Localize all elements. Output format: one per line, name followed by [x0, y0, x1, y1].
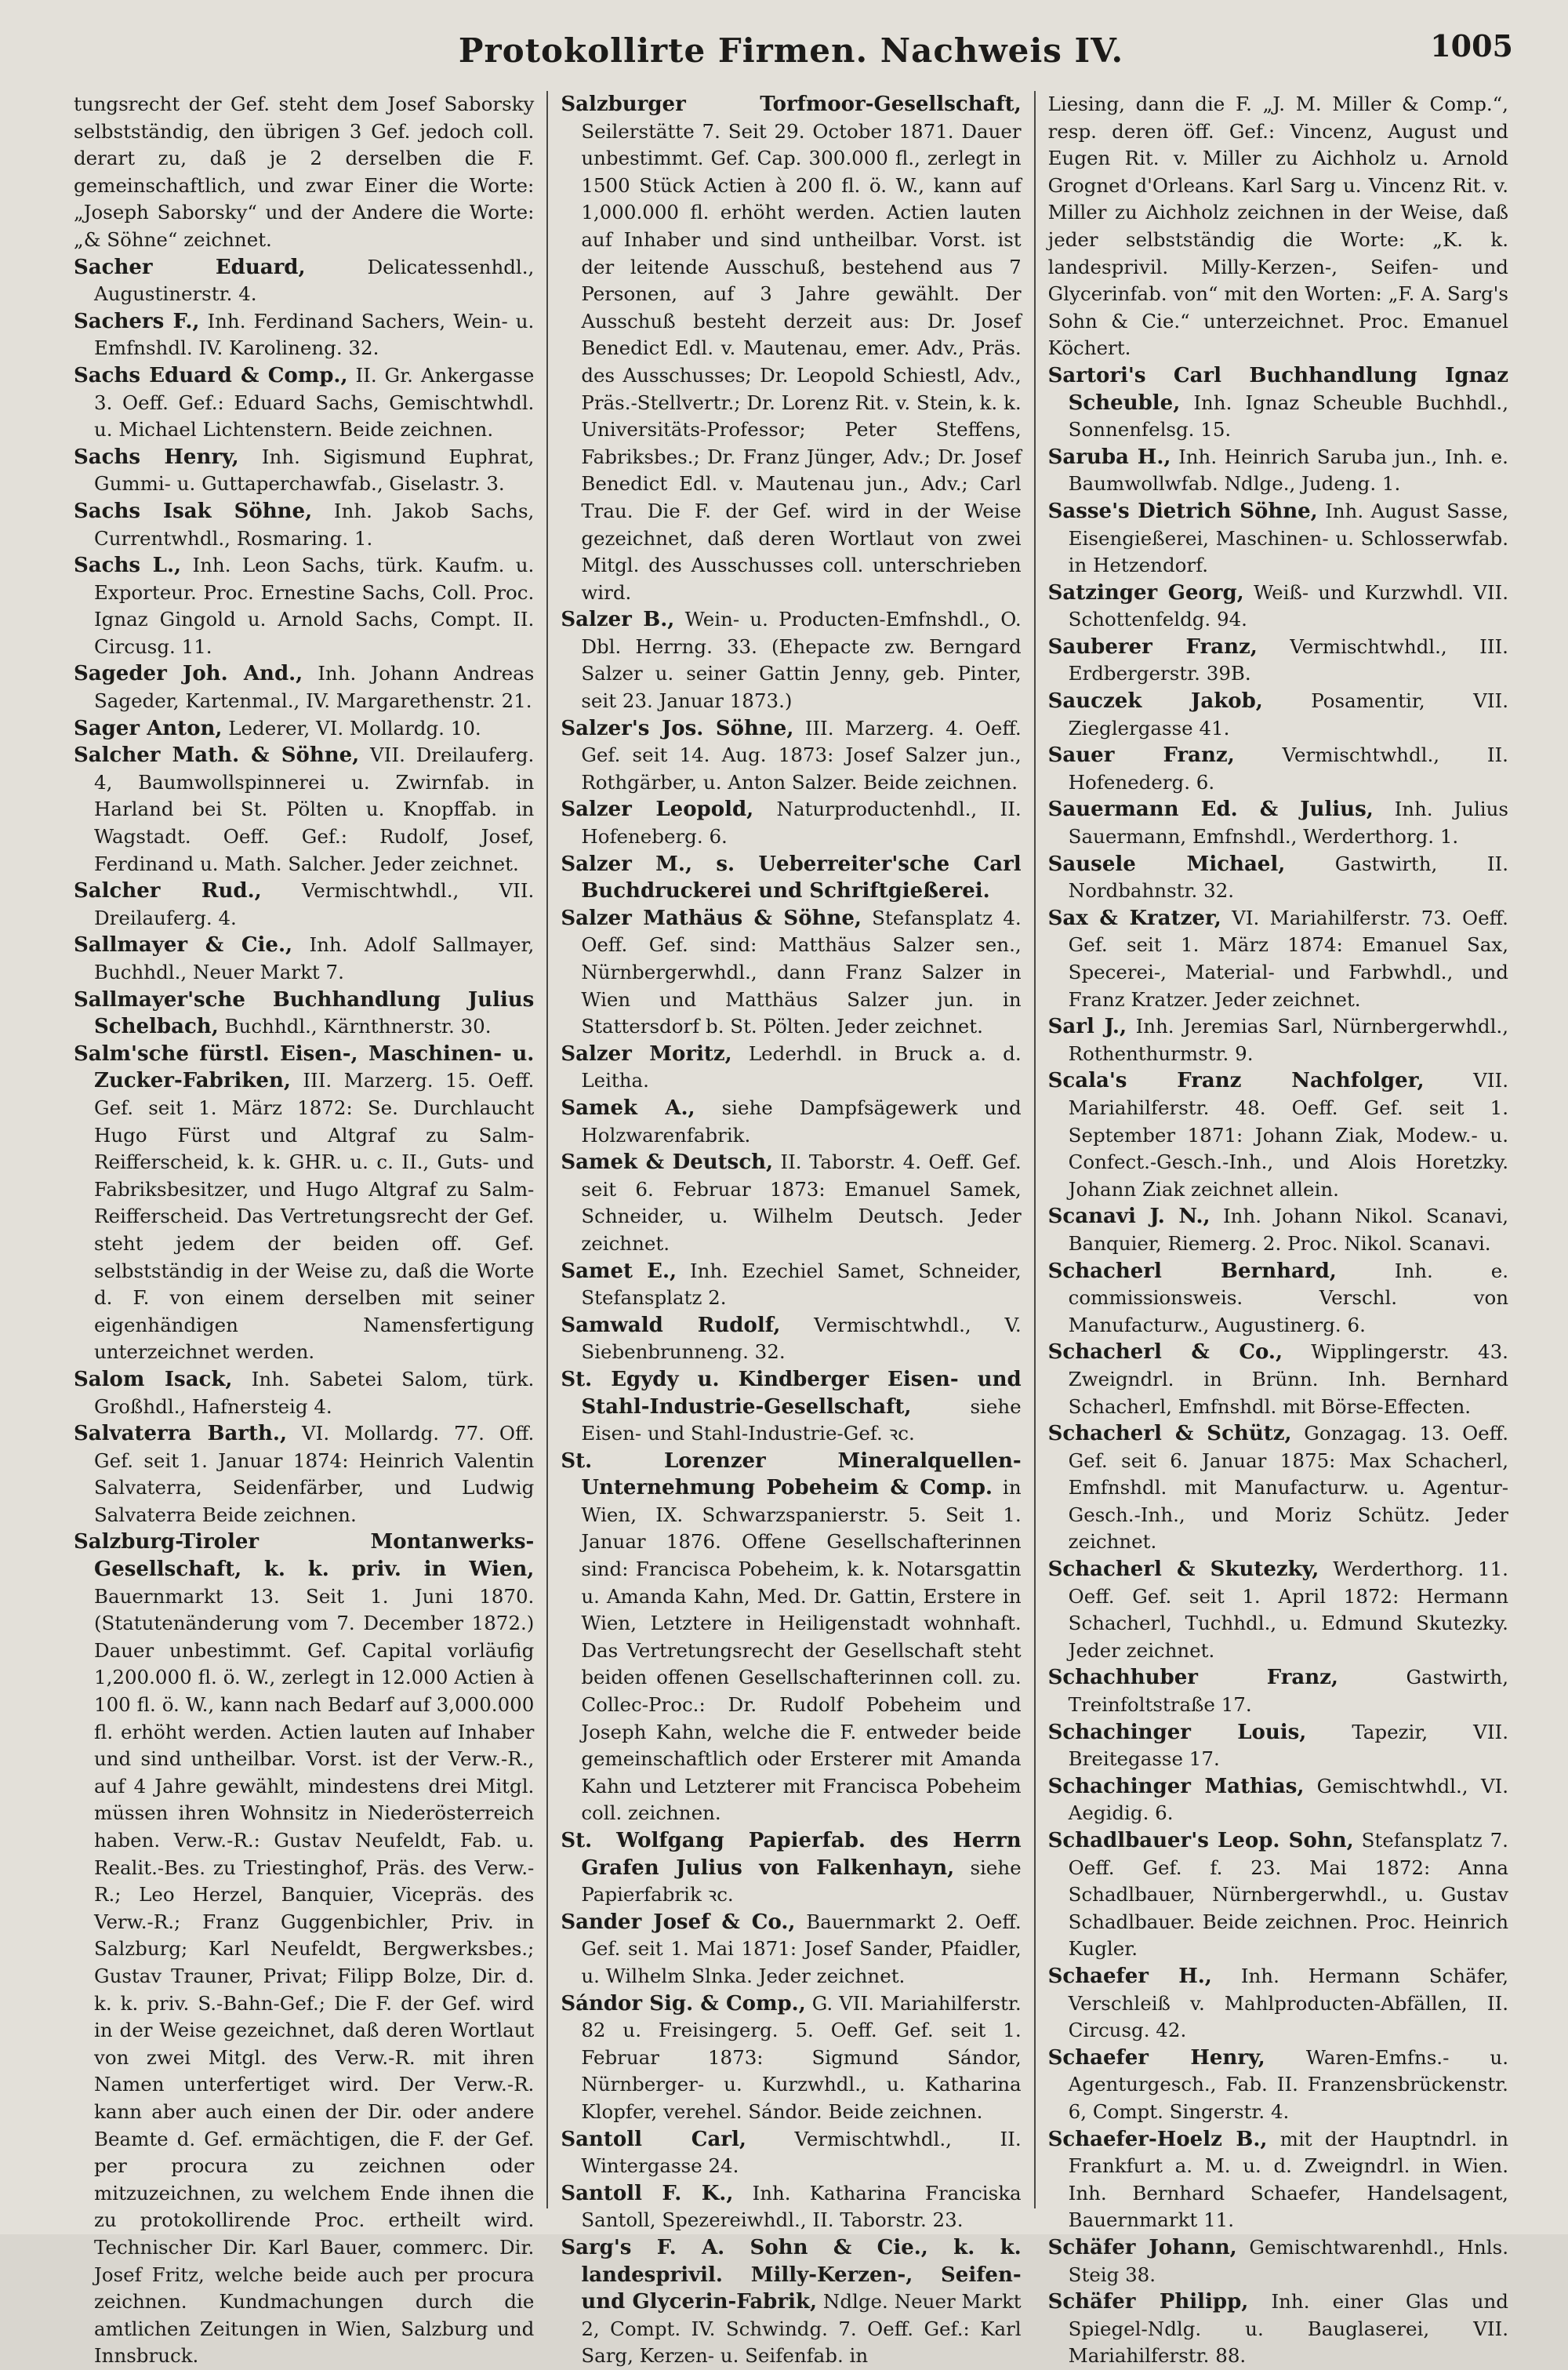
- firm-name: Samet E.,: [561, 1259, 677, 1283]
- directory-entry: [561, 1041, 1021, 1095]
- firm-name: Salzer's Jos. Söhne,: [561, 716, 794, 740]
- entry-text: Inh. Katharina Franciska Santoll, Spezereiwhdl., II. Taborstr. 23.: [581, 2181, 1022, 2232]
- firm-name: Sachs Henry,: [74, 445, 239, 469]
- firm-name: Saruba H.,: [1047, 445, 1171, 469]
- firm-name: Salom Isack,: [74, 1367, 233, 1391]
- directory-entry: [1048, 2126, 1508, 2234]
- firm-name: Salzer Mathäus & Söhne,: [561, 906, 862, 930]
- entry-text: VII. Dreilauferg. 4, Baumwollspinnerei u. Zwirnfab. in Harland bei St. Pölten u. Knopffab. in Wagstadt. Oeff. Gef.: Rudolf, Josef, Ferdinand u. Math. Salcher. Jeder zeichnet.: [94, 743, 535, 875]
- directory-entry: [74, 1366, 534, 1420]
- directory-entry: [561, 1312, 1021, 1366]
- directory-entry: [74, 715, 534, 743]
- firm-name: Schachhuber Franz,: [1047, 1666, 1338, 1690]
- directory-entry: [1048, 580, 1508, 634]
- directory-entry: [561, 1448, 1021, 1827]
- entry-text: Gemischtwhdl., VI. Aegidig. 6.: [1068, 1774, 1508, 1825]
- directory-entry: [1048, 1203, 1508, 1257]
- entry-text: Bauernmarkt 2. Oeff. Gef. seit 1. Mai 1871: Josef Sander, Pfaidler, u. Wilhelm Slnka. Jeder zeichnet.: [581, 1910, 1022, 1987]
- firm-name: Sachs L.,: [74, 554, 182, 578]
- entry-text: Delicatessenhdl., Augustinerstr. 4.: [94, 255, 535, 306]
- directory-entry: [561, 1827, 1021, 1909]
- entry-text: III. Marzerg. 15. Oeff. Gef. seit 1. März 1872: Se. Durchlaucht Hugo Fürst und Altgraf zu Salm-Reifferscheid, k. k. GHR. u. c. II., Guts- und Fabriksbesitzer, und Hugo Altgraf zu Salm-Reifferscheid. Das Vertretungsrecht der Gef. steht jedem der beiden off. Gef. selbstständig in der Weise zu, daß die Worte d. F. von einem derselben mit seiner eigenhändigen Namensfertigung unterzeichnet werden.: [94, 1069, 535, 1364]
- directory-entry: [74, 987, 534, 1041]
- directory-entry: [1048, 1827, 1508, 1963]
- firm-name: Satzinger Georg,: [1047, 580, 1244, 605]
- entry-text: Ndlge. Neuer Markt 2, Compt. IV. Schwindg. 7. Oeff. Gef.: Karl Sarg, Kerzen- u. Seifenfab. in: [581, 2290, 1022, 2368]
- directory-entry: [1048, 2288, 1508, 2370]
- firm-name: Schachinger Mathias,: [1047, 1774, 1305, 1798]
- entry-text: Vermischtwhdl., III. Erdbergerstr. 39B.: [1068, 634, 1508, 685]
- firm-name: Samek A.,: [561, 1096, 695, 1120]
- directory-entry: [74, 552, 534, 660]
- directory-entry: [74, 1420, 534, 1529]
- firm-name: Salzburger Torfmoor-Gesellschaft,: [561, 93, 1022, 116]
- firm-name: Scala's Franz Nachfolger,: [1047, 1069, 1425, 1093]
- firm-name: Santoll F. K.,: [561, 2181, 734, 2205]
- entry-text: mit der Hauptndrl. in Frankfurt a. M. u. d. Zweigndrl. in Wien. Inh. Bernhard Schaefer, Handelsagent, Bauernmarkt 11.: [1068, 2127, 1508, 2232]
- column-3: [1034, 91, 1521, 2368]
- entry-text: Posamentir, VII. Zieglergasse 41.: [1068, 689, 1508, 740]
- firm-name: Sauer Franz,: [1047, 743, 1235, 768]
- firm-name: Salzer M., s. Ueberreiter'sche Carl Buchdruckerei und Schriftgießerei.: [561, 852, 1022, 903]
- firm-name: Schacherl & Co.,: [1047, 1340, 1283, 1365]
- directory-entry: [561, 1990, 1021, 2126]
- firm-name: Salcher Math. & Söhne,: [74, 743, 360, 768]
- firm-name: Schäfer Philipp,: [1047, 2290, 1249, 2314]
- firm-name: Sauczek Jakob,: [1047, 689, 1263, 714]
- directory-entry: [74, 362, 534, 444]
- directory-entry: [561, 1909, 1021, 1990]
- firm-name: Salzer Moritz,: [561, 1041, 732, 1066]
- directory-entry: [561, 1258, 1021, 1312]
- firm-name: Schachinger Louis,: [1047, 1720, 1307, 1744]
- entry-text: siehe Eisen- und Stahl-Industrie-Gef. ꝛc.: [581, 1394, 1022, 1445]
- page-header: [61, 22, 1521, 91]
- directory-entry: [74, 254, 534, 308]
- entry-text: Vermischtwhdl., II. Wintergasse 24.: [581, 2127, 1022, 2178]
- entry-text: Vermischtwhdl., V. Siebenbrunneng. 32.: [581, 1313, 1022, 1364]
- firm-name: Sauermann Ed. & Julius,: [1047, 798, 1374, 822]
- firm-name: St. Egydy u. Kindberger Eisen- und Stahl-Industrie-Gesellschaft,: [561, 1367, 1022, 1419]
- directory-entry: [561, 606, 1021, 714]
- columns: [61, 91, 1521, 2368]
- firm-name: Sax & Kratzer,: [1047, 906, 1221, 930]
- entry-text: Wipplingerstr. 43. Zweigndrl. in Brünn. Inh. Bernhard Schacherl, Emfnshdl. mit Börse-Effecten.: [1068, 1340, 1508, 1418]
- directory-entry: [561, 851, 1021, 905]
- directory-entry: [561, 1366, 1021, 1448]
- directory-entry: [74, 742, 534, 878]
- entry-text: Lederhdl. in Bruck a. d. Leitha.: [581, 1041, 1022, 1092]
- entry-text: Inh. Leon Sachs, türk. Kaufm. u. Exporteur. Proc. Ernestine Sachs, Coll. Proc. Ignaz Gingold u. Arnold Sachs, Compt. II. Circusg. 11.: [94, 554, 535, 658]
- directory-entry: [1048, 1719, 1508, 1773]
- entry-text: G. VII. Mariahilferstr. 82 u. Freisingerg. 5. Oeff. Gef. seit 1. Februar 1873: Sigmund Sándor, Nürnberger- u. Kurzwhdl., u. Katharina Klopfer, verehel. Sándor. Beide zeichnen.: [581, 1991, 1022, 2123]
- firm-name: Sachs Eduard & Comp.,: [74, 363, 348, 387]
- entry-text: Inh. Jeremias Sarl, Nürnbergerwhdl., Rothenthurmstr. 9.: [1068, 1015, 1508, 1065]
- firm-name: Schadlbauer's Leop. Sohn,: [1047, 1829, 1354, 1852]
- page-number: 1005: [1430, 28, 1513, 64]
- directory-entry: [1048, 905, 1508, 1013]
- entry-text: Inh. Adolf Sallmayer, Buchhdl., Neuer Markt 7.: [94, 933, 535, 983]
- directory-entry: [1048, 2234, 1508, 2288]
- directory-entry: [74, 1041, 534, 1366]
- directory-entry: [1048, 851, 1508, 905]
- entry-text: VI. Mollardg. 77. Off. Gef. seit 1. Januar 1874: Heinrich Valentin Salvaterra, Seidenfärber, und Ludwig Salvaterra Beide zeichnen.: [94, 1422, 535, 1526]
- entry-text: Gastwirth, II. Nordbahnstr. 32.: [1068, 852, 1508, 903]
- directory-entry: [1048, 796, 1508, 850]
- directory-entry: [1048, 91, 1508, 362]
- entry-text: Naturproductenhdl., II. Hofeneberg. 6.: [581, 798, 1022, 849]
- firm-name: Sallmayer & Cie.,: [74, 933, 293, 958]
- entry-text: Inh. Ignaz Scheuble Buchhdl., Sonnenfelsg. 15.: [1068, 391, 1508, 442]
- page-title: Protokollirte Firmen. Nachweis IV.: [458, 31, 1124, 70]
- directory-entry: [1048, 498, 1508, 580]
- firm-name: Salzburg-Tiroler Montanwerks-Gesellschaft, k. k. priv. in Wien,: [74, 1530, 535, 1582]
- entry-text: Wein- u. Producten-Emfnshdl., O. Dbl. Herrng. 33. (Ehepacte zw. Berngard Salzer u. seiner Gattin Jenny, geb. Pinter, seit 23. Januar 1873.): [581, 608, 1022, 713]
- column-1: [61, 91, 546, 2368]
- entry-text: Inh. Johann Nikol. Scanavi, Banquier, Riemerg. 2. Proc. Nikol. Scanavi.: [1068, 1205, 1508, 1255]
- entry-text: Seilerstätte 7. Seit 29. October 1871. Dauer unbestimmt. Gef. Cap. 300.000 fl., zerlegt in 1500 Stück Actien à 200 fl. ö. W., kann auf 1,000.000 fl. erhöht werden. Actien lauten auf Inhaber und sind untheilbar. Vorst. ist der leitende Ausschuß, bestehend aus 7 Personen, auf 3 Jahre gewählt. Der Ausschuß besteht derzeit aus: Dr. Josef Benedict Edl. v. Mautenau, emer. Adv., Präs. des Ausschusses; Dr. Leopold Schiestl, Adv., Präs.-Stellvertr.; Dr. Lorenz Rit. v. Stein, k. k. Universitäts-Professor; Peter Steffens, Fabriksbes.; Dr. Franz Jünger, Adv.; Dr. Josef Benedict Edl. v. Mautenau jun., Adv.; Carl Trau. Die F. der Gef. wird in der Weise gezeichnet, daß deren Wortlaut von zwei Mitgl. des Ausschusses coll. unterschrieben wird.: [581, 119, 1022, 604]
- entry-text: Inh. Ezechiel Samet, Schneider, Stefansplatz 2.: [581, 1259, 1022, 1310]
- entry-text: VII. Mariahilferstr. 48. Oeff. Gef. seit 1. September 1871: Johann Ziak, Modew.- u. Confect.-Gesch.-Inh., und Alois Horetzky. Johann Ziak zeichnet allein.: [1068, 1069, 1508, 1201]
- entry-text: Lederer, VI. Mollardg. 10.: [228, 716, 481, 740]
- firm-name: Sander Josef & Co.,: [561, 1910, 796, 1934]
- entry-text: Tapezir, VII. Breitegasse 17.: [1068, 1720, 1508, 1771]
- entry-text: Vermischtwhdl., VII. Dreilauferg. 4.: [94, 879, 535, 929]
- directory-entry: [1048, 634, 1508, 688]
- firm-name: Schacherl & Schütz,: [1047, 1422, 1292, 1446]
- entry-text: Werderthorg. 11. Oeff. Gef. seit 1. April 1872: Hermann Schacherl, Tuchhdl., u. Edmund Skutezky. Jeder zeichnet.: [1068, 1558, 1508, 1662]
- firm-name: Schaefer-Hoelz B.,: [1047, 2127, 1268, 2151]
- entry-text: Inh. August Sasse, Eisengießerei, Maschinen- u. Schlosserwfab. in Hetzendorf.: [1068, 499, 1508, 577]
- entry-text: Gemischtwarenhdl., Hnls. Steig 38.: [1068, 2235, 1508, 2286]
- firm-name: Sachers F.,: [74, 309, 200, 333]
- firm-name: Sacher Eduard,: [74, 255, 306, 279]
- firm-name: Schacherl & Skutezky,: [1047, 1558, 1319, 1582]
- directory-entry: [561, 905, 1021, 1041]
- directory-entry: [1048, 1556, 1508, 1664]
- firm-name: Sartori's Carl Buchhandlung Ignaz Scheuble,: [1047, 363, 1508, 415]
- firm-name: Santoll Carl,: [561, 2127, 746, 2151]
- entry-text: Gastwirth, Treinfoltstraße 17.: [1068, 1666, 1508, 1717]
- directory-entry: [561, 2234, 1021, 2370]
- entry-text: Vermischtwhdl., II. Hofenederg. 6.: [1068, 743, 1508, 794]
- directory-entry: [1048, 444, 1508, 498]
- entry-text: Inh. Jakob Sachs, Currentwhdl., Rosmaring. 1.: [94, 499, 535, 550]
- firm-name: Sageder Joh. And.,: [74, 662, 303, 686]
- entry-text: Stefansplatz 7. Oeff. Gef. f. 23. Mai 1872: Anna Schadlbauer, Nürnbergerwhdl., u. Gustav Schadlbauer. Beide zeichnen. Proc. Heinrich Kugler.: [1068, 1829, 1508, 1961]
- entry-text: Inh. Hermann Schäfer, Verschleiß v. Mahlproducten-Abfällen, II. Circusg. 42.: [1068, 1964, 1508, 2042]
- directory-entry: [1048, 1013, 1508, 1067]
- directory-entry: [74, 444, 534, 498]
- directory-entry: [561, 796, 1021, 850]
- entry-text: Liesing, dann die F. „J. M. Miller & Comp.“, resp. deren öff. Gef.: Vincenz, August und Eugen Rit. v. Miller zu Aichholz u. Arnold Grognet d'Orleans. Karl Sarg u. Vincenz Rit. v. Miller zu Aichholz zeichnen in der Weise, daß jeder selbstständig die Worte: „K. k. landesprivil. Milly-Kerzen-, Seifen- und Glycerinfab. von“ mit den Worten: „F. A. Sarg's Sohn & Cie.“ unterzeichnet. Proc. Emanuel Köchert.: [1047, 93, 1508, 360]
- entry-text: II. Gr. Ankergasse 3. Oeff. Gef.: Eduard Sachs, Gemischtwhdl. u. Michael Lichtenstern. Beide zeichnen.: [94, 363, 535, 442]
- entry-text: Inh. e. commissionsweis. Verschl. von Manufacturw., Augustinerg. 6.: [1068, 1259, 1508, 1336]
- entry-text: in Wien, IX. Schwarzspanierstr. 5. Seit 1. Januar 1876. Offene Gesellschafterinnen sind: Francisca Pobeheim, k. k. Notarsgattin u. Amanda Kahn, Med. Dr. Gattin, Erstere in Wien, Letztere in Heiligenstadt wohnhaft. Das Vertretungsrecht der Gesellschaft steht beiden offenen Gesellschafterinnen coll. zu. Collec-Proc.: Dr. Rudolf Pobeheim und Joseph Kahn, welche die F. entweder beide gemeinschaftlich oder Ersterer mit Amanda Kahn und Letzterer mit Francisca Pobeheim coll. zeichnen.: [581, 1476, 1022, 1825]
- firm-name: Sallmayer'sche Buchhandlung Julius Schelbach,: [74, 987, 535, 1039]
- entry-text: Inh. Ferdinand Sachers, Wein- u. Emfnshdl. IV. Karolineng. 32.: [94, 309, 535, 360]
- entry-text: Gonzagag. 13. Oeff. Gef. seit 6. Januar 1875: Max Schacherl, Emfnshdl. mit Manufacturw. u. Agentur-Gesch.-Inh., und Moriz Schütz. Jeder zeichnet.: [1068, 1422, 1508, 1554]
- directory-entry: [1048, 1339, 1508, 1420]
- firm-name: Sarl J.,: [1047, 1015, 1127, 1039]
- firm-name: Sauberer Franz,: [1047, 634, 1258, 659]
- directory-entry: [561, 2180, 1021, 2234]
- directory-entry: [74, 1529, 534, 2369]
- entry-text: Inh. Heinrich Saruba jun., Inh. e. Baumwollwfab. Ndlge., Judeng. 1.: [1068, 445, 1508, 496]
- directory-entry: [74, 660, 534, 714]
- entry-text: Inh. Julius Sauermann, Emfnshdl., Werderthorg. 1.: [1068, 798, 1508, 849]
- firm-name: Scanavi J. N.,: [1047, 1205, 1210, 1229]
- directory-entry: [74, 498, 534, 552]
- firm-name: Samek & Deutsch,: [561, 1150, 774, 1175]
- directory-entry: [74, 308, 534, 362]
- entry-text: Weiß- und Kurzwhdl. VII. Schottenfeldg. 94.: [1068, 580, 1508, 631]
- firm-name: Sándor Sig. & Comp.,: [561, 1991, 806, 2016]
- directory-entry: [1048, 1420, 1508, 1556]
- directory-entry: [561, 91, 1021, 606]
- entry-text: tungsrecht der Gef. steht dem Josef Saborsky selbstständig, den übrigen 3 Gef. jedoch coll. derart zu, daß je 2 derselben die F. gemeinschaftlich, und zwar Einer die Worte: „Joseph Saborsky“ und der Andere die Worte: „& Söhne“ zeichnet.: [74, 93, 535, 251]
- directory-entry: [1048, 1664, 1508, 1718]
- entry-text: Buchhdl., Kärnthnerstr. 30.: [224, 1015, 492, 1038]
- directory-entry: [1048, 688, 1508, 742]
- entry-text: siehe Dampfsägewerk und Holzwarenfabrik.: [581, 1096, 1022, 1147]
- directory-entry: [1048, 1067, 1508, 1203]
- directory-entry: [74, 932, 534, 986]
- entry-text: III. Marzerg. 4. Oeff. Gef. seit 14. Aug. 1873: Josef Salzer jun., Rothgärber, u. Anton Salzer. Beide zeichnen.: [581, 716, 1022, 794]
- directory-entry: [74, 878, 534, 932]
- directory-entry: [561, 2126, 1021, 2180]
- firm-name: Salcher Rud.,: [74, 879, 262, 903]
- entry-text: VI. Mariahilferstr. 73. Oeff. Gef. seit 1. März 1874: Emanuel Sax, Specerei-, Material- und Farbwhdl., und Franz Kratzer. Jeder zeichnet.: [1068, 906, 1508, 1011]
- entry-text: Waren-Emfns.- u. Agenturgesch., Fab. II. Franzensbrückenstr. 6, Compt. Singerstr. 4.: [1068, 2045, 1508, 2123]
- firm-name: Salzer B.,: [561, 608, 675, 632]
- directory-entry: [1048, 2045, 1508, 2126]
- firm-name: Sarg's F. A. Sohn & Cie., k. k. landesprivil. Milly-Kerzen-, Seifen- und Glycerin-Fabrik,: [561, 2235, 1022, 2314]
- entry-text: Stefansplatz 4. Oeff. Gef. sind: Matthäus Salzer sen., Nürnbergerwhdl., dann Franz Salzer in Wien und Matthäus Salzer jun. in Stattersdorf b. St. Pölten. Jeder zeichnet.: [581, 906, 1022, 1038]
- entry-text: II. Taborstr. 4. Oeff. Gef. seit 6. Februar 1873: Emanuel Samek, Schneider, u. Wilhelm Deutsch. Jeder zeichnet.: [581, 1150, 1022, 1255]
- directory-entry: [1048, 362, 1508, 444]
- firm-name: St. Wolfgang Papierfab. des Herrn Grafen Julius von Falkenhayn,: [561, 1829, 1022, 1880]
- directory-entry: [1048, 1773, 1508, 1827]
- directory-entry: [561, 715, 1021, 797]
- entry-text: siehe Papierfabrik ꝛc.: [581, 1856, 1022, 1907]
- entry-text: Inh. einer Glas und Spiegel-Ndlg. u. Bauglaserei, VII. Mariahilferstr. 88.: [1068, 2290, 1508, 2368]
- firm-name: Sasse's Dietrich Söhne,: [1047, 499, 1318, 523]
- firm-name: Schaefer H.,: [1047, 1964, 1212, 1988]
- directory-entry: [1048, 1258, 1508, 1339]
- firm-name: Sachs Isak Söhne,: [74, 499, 313, 523]
- column-2: [546, 91, 1033, 2368]
- entry-text: Inh. Sabetei Salom, türk. Großhdl., Hafnersteig 4.: [94, 1367, 535, 1418]
- directory-entry: [561, 1095, 1021, 1149]
- firm-name: Salzer Leopold,: [561, 798, 754, 822]
- firm-name: Samwald Rudolf,: [561, 1313, 781, 1337]
- entry-text: Inh. Sigismund Euphrat, Gummi- u. Guttaperchawfab., Giselastr. 3.: [94, 445, 535, 496]
- entry-text: Bauernmarkt 13. Seit 1. Juni 1870. (Statutenänderung vom 7. December 1872.) Dauer unbestimmt. Gef. Capital vorläufig 1,200.000 fl. ö. W., zerlegt in 12.000 Actien à 100 fl. ö. W., kann nach Bedarf auf 3,000.000 fl. erhöht werden. Actien lauten auf Inhaber und sind untheilbar. Vorst. ist der Verw.-R., auf 4 Jahre gewählt, mindestens drei Mitgl. müssen ihren Wohnsitz in Niederösterreich haben. Verw.-R.: Gustav Neufeldt, Fab. u. Realit.-Bes. zu Triestinghof, Präs. des Verw.-R.; Leo Herzel, Banquier, Vicepräs. des Verw.-R.; Franz Guggenbichler, Priv. in Salzburg; Karl Neufeldt, Bergwerksbes.; Gustav Trauner, Privat; Filipp Bolze, Dir. d. k. k. priv. S.-Bahn-Gef.; Die F. der Gef. wird in der Weise gezeichnet, daß deren Wortlaut von zwei Mitgl. des Verw.-R. mit ihren Namen unterfertiget wird. Der Verw.-R. kann aber auch einen der Dir. oder andere Beamte d. Gef. ermächtigen, die F. der Gef. per procura zu zeichnen oder mitzuzeichnen, zu welchem Ende ihnen die zu protokollirende Proc. ertheilt wird. Technischer Dir. Karl Bauer, commerc. Dir. Josef Fritz, welche beide auch per procura zeichnen. Kundmachungen durch die amtlichen Zeitungen in Wien, Salzburg und Innsbruck.: [94, 1584, 535, 2368]
- firm-name: Schäfer Johann,: [1047, 2235, 1237, 2259]
- firm-name: Sausele Michael,: [1047, 852, 1286, 876]
- firm-name: Salm'sche fürstl. Eisen-, Maschinen- u. Zucker-Fabriken,: [74, 1041, 535, 1093]
- directory-entry: [561, 1149, 1021, 1257]
- directory-entry: [74, 91, 534, 254]
- entry-text: Inh. Johann Andreas Sageder, Kartenmal., IV. Margarethenstr. 21.: [94, 662, 535, 713]
- firm-name: St. Lorenzer Mineralquellen-Unternehmung Pobeheim & Comp.: [561, 1449, 1022, 1500]
- directory-entry: [1048, 742, 1508, 796]
- firm-name: Schacherl Bernhard,: [1047, 1259, 1337, 1283]
- firm-name: Sager Anton,: [74, 716, 223, 740]
- directory-entry: [1048, 1963, 1508, 2045]
- firm-name: Schaefer Henry,: [1047, 2045, 1265, 2070]
- firm-name: Salvaterra Barth.,: [74, 1422, 288, 1446]
